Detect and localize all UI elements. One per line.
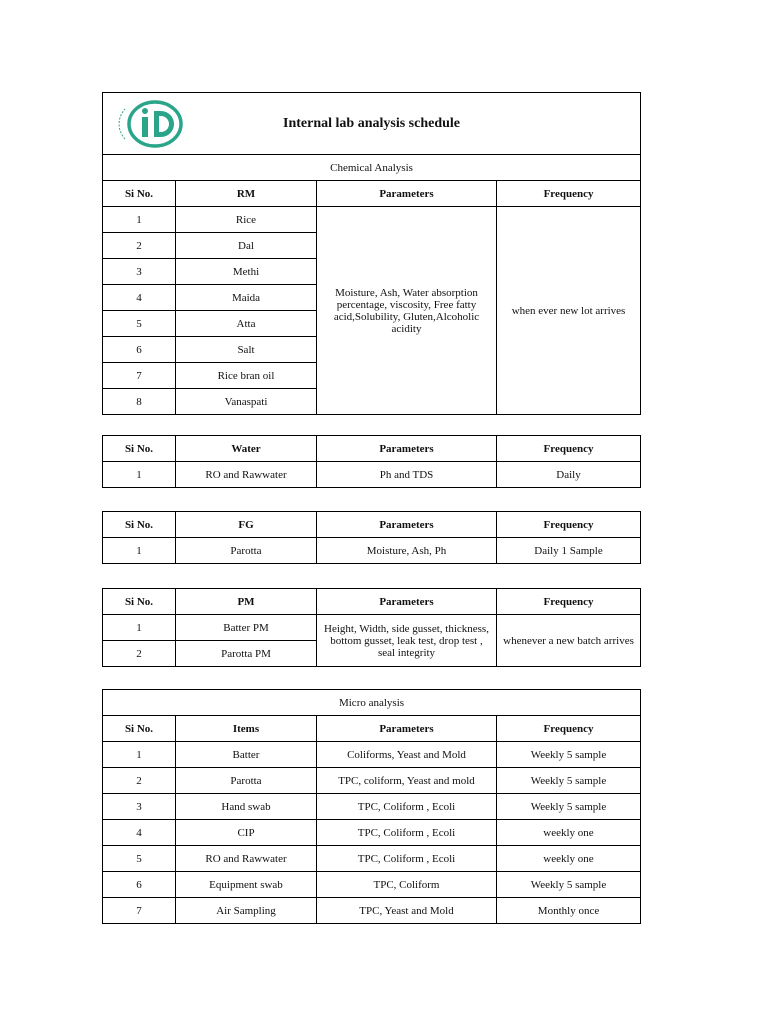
section-label-chemical: Chemical Analysis (103, 155, 641, 181)
row-number: 1 (103, 462, 176, 488)
row-item: Vanaspati (176, 389, 317, 415)
row-item: Rice (176, 207, 317, 233)
row-frequency: Weekly 5 sample (497, 872, 641, 898)
table-row (103, 794, 641, 820)
row-item: Hand swab (176, 794, 317, 820)
row-frequency: Daily 1 Sample (497, 538, 641, 564)
table-header-row (103, 436, 641, 462)
row-number: 3 (103, 259, 176, 285)
row-number: 7 (103, 363, 176, 389)
column-header: Si No. (103, 181, 176, 207)
row-item: Rice bran oil (176, 363, 317, 389)
row-number: 7 (103, 898, 176, 924)
row-number: 1 (103, 538, 176, 564)
row-number: 2 (103, 768, 176, 794)
table-row (103, 846, 641, 872)
column-header: Parameters (317, 716, 497, 742)
column-header: Parameters (317, 589, 497, 615)
water-table (102, 435, 641, 488)
company-logo (111, 99, 183, 149)
table-row (103, 872, 641, 898)
table-header-row (103, 589, 641, 615)
row-parameters: Coliforms, Yeast and Mold (317, 742, 497, 768)
row-item: Parotta (176, 538, 317, 564)
section-label-micro: Micro analysis (103, 690, 641, 716)
row-frequency: Weekly 5 sample (497, 768, 641, 794)
row-parameters: TPC, coliform, Yeast and mold (317, 768, 497, 794)
row-number: 3 (103, 794, 176, 820)
row-item: RO and Rawwater (176, 462, 317, 488)
row-parameters: TPC, Coliform , Ecoli (317, 846, 497, 872)
row-frequency: weekly one (497, 820, 641, 846)
row-number: 5 (103, 311, 176, 337)
column-header: Frequency (497, 181, 641, 207)
page-title: Internal lab analysis schedule (283, 115, 461, 131)
column-header: Parameters (317, 512, 497, 538)
column-header: Frequency (497, 436, 641, 462)
row-number: 1 (103, 742, 176, 768)
row-parameters: TPC, Coliform , Ecoli (317, 794, 497, 820)
row-number: 5 (103, 846, 176, 872)
row-number: 2 (103, 233, 176, 259)
table-row (103, 768, 641, 794)
column-header: Si No. (103, 716, 176, 742)
row-item: Equipment swab (176, 872, 317, 898)
fg-table (102, 511, 641, 564)
row-parameters: Moisture, Ash, Ph (317, 538, 497, 564)
row-item: Parotta (176, 768, 317, 794)
micro-analysis-table (102, 689, 641, 924)
pm-frequency: whenever a new batch arrives (497, 615, 641, 667)
chemical-analysis-table (102, 92, 641, 415)
row-frequency: Monthly once (497, 898, 641, 924)
column-header: RM (176, 181, 317, 207)
row-item: Batter (176, 742, 317, 768)
column-header: Frequency (497, 512, 641, 538)
row-item: RO and Rawwater (176, 846, 317, 872)
table-header-row (103, 716, 641, 742)
row-item: Air Sampling (176, 898, 317, 924)
row-item: CIP (176, 820, 317, 846)
row-number: 4 (103, 285, 176, 311)
table-header-row (103, 512, 641, 538)
row-number: 2 (103, 641, 176, 667)
chemical-frequency: when ever new lot arrives (497, 207, 641, 415)
pm-parameters: Height, Width, side gusset, thickness, bottom gusset, leak test, drop test , seal integrity (317, 615, 497, 667)
column-header: Parameters (317, 436, 497, 462)
row-item: Dal (176, 233, 317, 259)
column-header: FG (176, 512, 317, 538)
row-parameters: TPC, Coliform , Ecoli (317, 820, 497, 846)
row-item: Atta (176, 311, 317, 337)
row-number: 6 (103, 872, 176, 898)
row-number: 4 (103, 820, 176, 846)
row-parameters: Ph and TDS (317, 462, 497, 488)
column-header: Si No. (103, 436, 176, 462)
row-item: Methi (176, 259, 317, 285)
row-item: Parotta PM (176, 641, 317, 667)
pm-table (102, 588, 641, 667)
table-row (103, 898, 641, 924)
row-number: 1 (103, 615, 176, 641)
table-header-row (103, 181, 641, 207)
column-header: Water (176, 436, 317, 462)
column-header: Si No. (103, 589, 176, 615)
column-header: Parameters (317, 181, 497, 207)
chemical-parameters: Moisture, Ash, Water absorption percentage, viscosity, Free fatty acid,Solubility, Gluten,Alcoholic acidity (317, 207, 497, 415)
row-frequency: weekly one (497, 846, 641, 872)
row-parameters: TPC, Yeast and Mold (317, 898, 497, 924)
table-row (103, 742, 641, 768)
row-item: Salt (176, 337, 317, 363)
row-number: 6 (103, 337, 176, 363)
row-item: Maida (176, 285, 317, 311)
column-header: PM (176, 589, 317, 615)
document-header (103, 93, 641, 155)
column-header: Items (176, 716, 317, 742)
table-row (103, 538, 641, 564)
column-header: Si No. (103, 512, 176, 538)
row-frequency: Weekly 5 sample (497, 794, 641, 820)
row-frequency: Daily (497, 462, 641, 488)
row-number: 1 (103, 207, 176, 233)
row-number: 8 (103, 389, 176, 415)
table-row (103, 820, 641, 846)
table-row (103, 615, 641, 641)
row-frequency: Weekly 5 sample (497, 742, 641, 768)
table-row (103, 462, 641, 488)
row-item: Batter PM (176, 615, 317, 641)
column-header: Frequency (497, 589, 641, 615)
column-header: Frequency (497, 716, 641, 742)
table-row (103, 207, 641, 233)
row-parameters: TPC, Coliform (317, 872, 497, 898)
